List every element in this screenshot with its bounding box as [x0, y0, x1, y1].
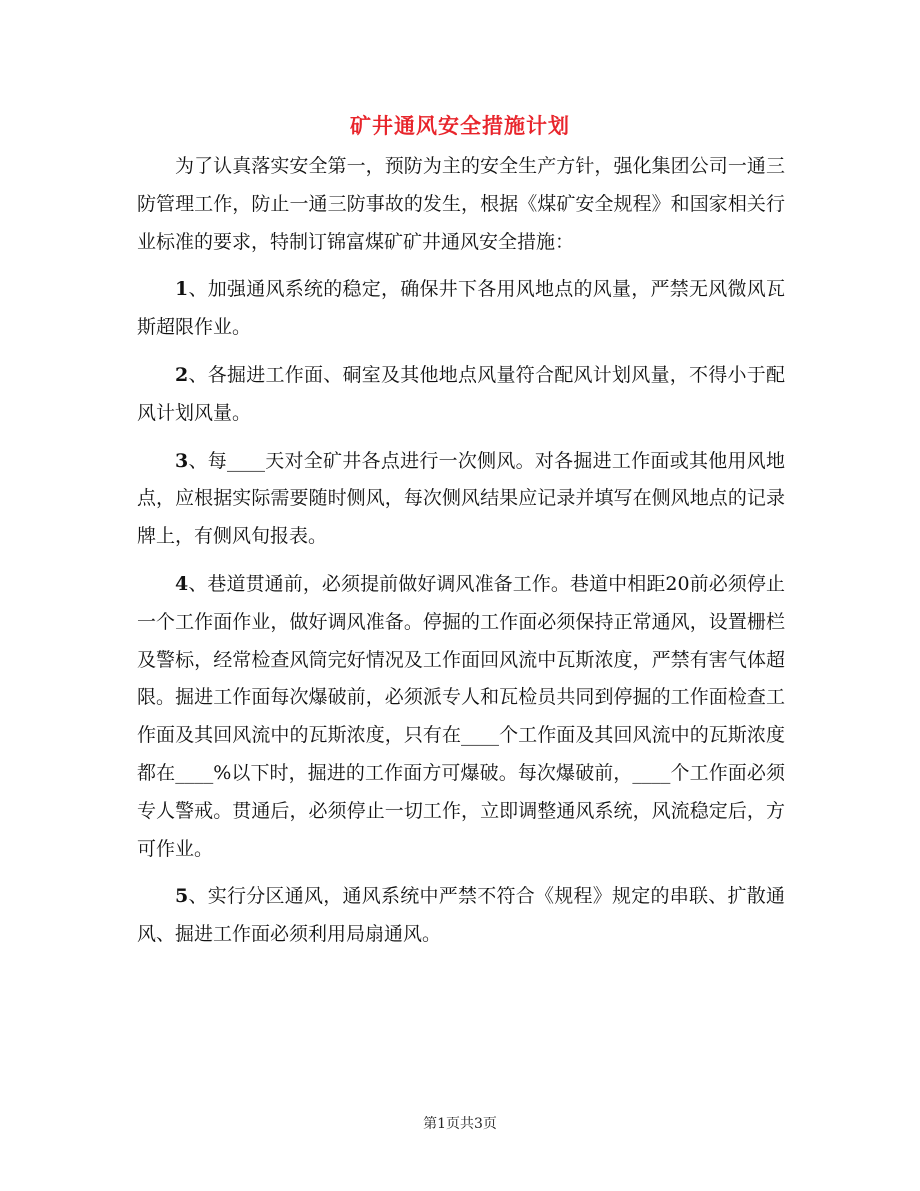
item-number: 4: [175, 572, 189, 595]
item-number: 2: [175, 363, 189, 386]
item-number: 5: [175, 885, 189, 908]
item-text: 、每____天对全矿井各点进行一次侧风。对各掘进工作面或其他用风地点，应根据实际需要随时侧风，每次侧风结果应记录并填写在侧风地点的记录牌上，有侧风旬报表。: [137, 449, 785, 548]
measure-item-5: [137, 878, 785, 954]
measure-item-2: [137, 357, 785, 433]
item-text: 、巷道贯通前，必须提前做好调风准备工作。巷道中相距20前必须停止一个工作面作业，做好调风准备。停掘的工作面必须保持正常通风，设置栅栏及警标，经常检查风筒完好情况及工作面回风流中瓦斯浓度，严禁有害气体超限。掘进工作面每次爆破前，必须派专人和瓦检员共同到停掘的工作面检查工作面及其回风流中的瓦斯浓度，只有在____个工作面及其回风流中的瓦斯浓度都在____%以下时，掘进的工作面方可爆破。每次爆破前，____个工作面必须专人警戒。贯通后，必须停止一切工作，立即调整通风系统，风流稳定后，方可作业。: [137, 572, 785, 860]
item-number: 1: [175, 278, 189, 301]
measure-item-1: [137, 271, 785, 347]
page-number: 第1页共3页: [423, 1116, 497, 1132]
item-text: 、加强通风系统的稳定，确保井下各用风地点的风量，严禁无风微风瓦斯超限作业。: [137, 278, 785, 339]
item-text: 、实行分区通风，通风系统中严禁不符合《规程》规定的串联、扩散通风、掘进工作面必须利用局扇通风。: [137, 885, 785, 946]
measure-item-4: [137, 566, 785, 868]
item-text: 、各掘进工作面、硐室及其他地点风量符合配风计划风量，不得小于配风计划风量。: [137, 363, 785, 424]
document-body: [137, 148, 785, 964]
item-number: 3: [175, 449, 189, 472]
document-title: 矿井通风安全措施计划: [350, 113, 570, 138]
intro-paragraph: 为了认真落实安全第一，预防为主的安全生产方针，强化集团公司一通三防管理工作，防止一通三防事故的发生，根据《煤矿安全规程》和国家相关行业标准的要求，特制订锦富煤矿矿井通风安全措施：: [137, 155, 785, 253]
measure-item-3: [137, 443, 785, 556]
